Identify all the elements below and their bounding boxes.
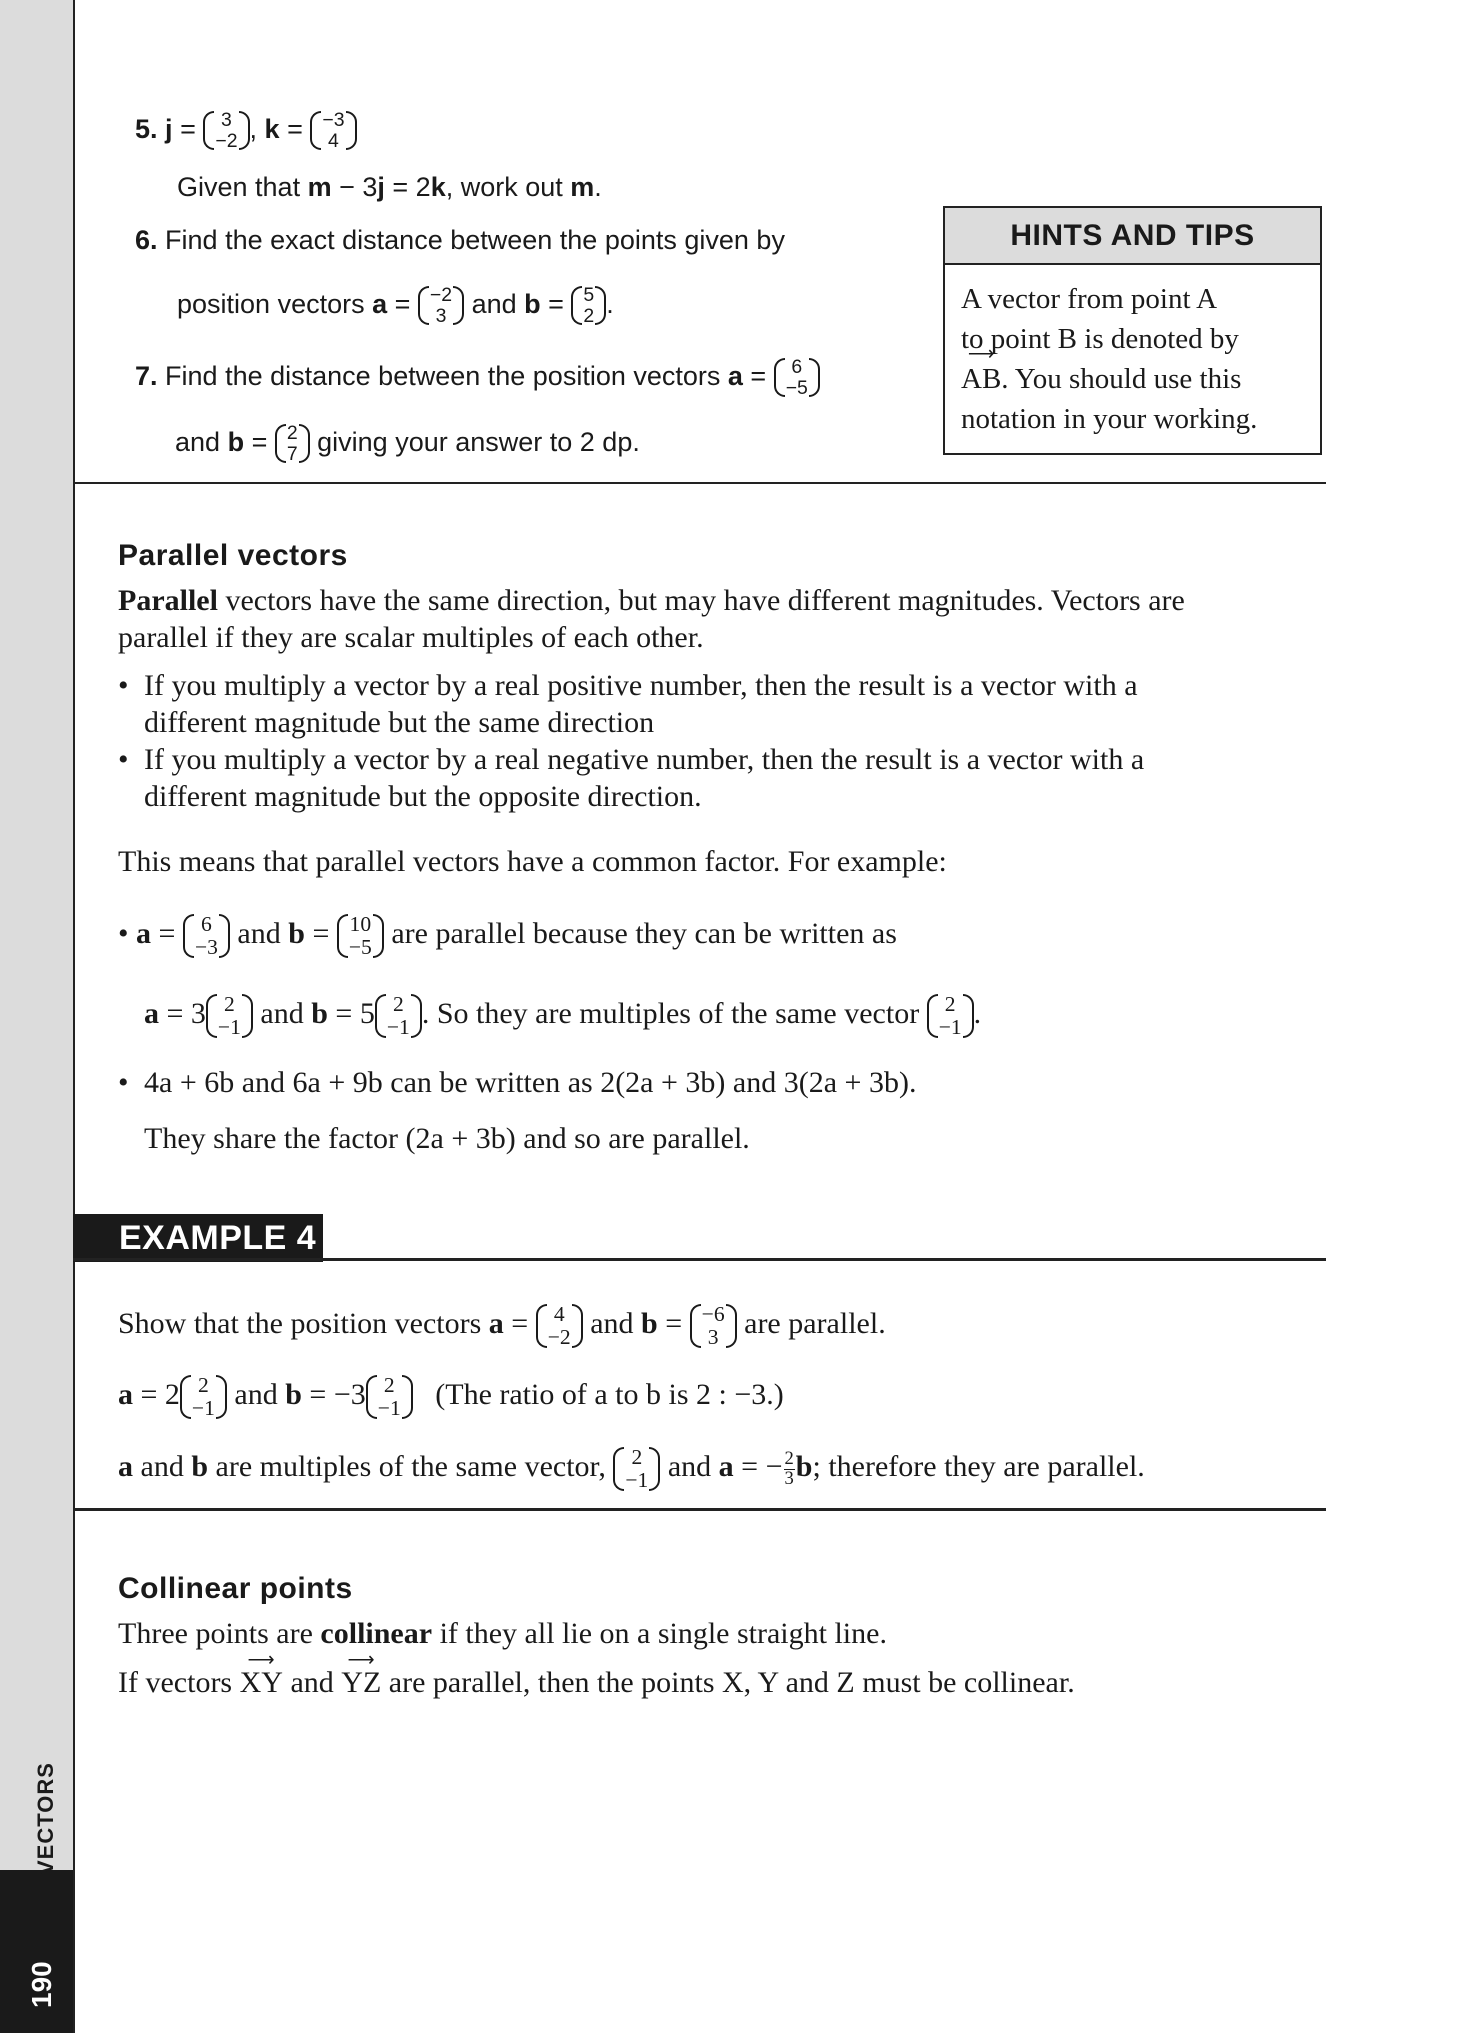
example-4-working: a = 2 2 −1 and b = −3 2 −1 (The ratio of a to b is 2 : −3.) — [118, 1373, 784, 1421]
collinear-heading: Collinear points — [118, 1572, 353, 1605]
margin-line — [73, 0, 75, 2033]
column-vector-base: 2 −1 — [927, 993, 974, 1038]
example-bullet-1-line2: a = 3 2 −1 and b = 5 2 −1 . So they are multiples of the same vector 2 −1 . — [144, 992, 982, 1040]
hints-and-tips-box — [943, 206, 1322, 455]
question-5-given: Given that m − 3j = 2k, work out m. — [177, 172, 602, 202]
hints-line: to point B is denoted by — [961, 323, 1239, 355]
question-6-vectors: position vectors a = −2 3 and b = 5 2 . — [177, 284, 614, 327]
column-vector-a: 6 −3 — [183, 913, 230, 958]
common-factor-text: This means that parallel vectors have a common factor. For example: — [118, 845, 947, 878]
vector-k-label: k — [264, 114, 280, 144]
page-number-block — [0, 1870, 73, 2033]
column-vector-base: 2 −1 — [206, 993, 253, 1038]
example-bullet-1: • a = 6 −3 and b = 10 −5 are parallel because they can be written as — [118, 912, 897, 960]
vector-ab: ⟶ AB — [961, 359, 1001, 399]
example-4-statement: Show that the position vectors a = 4 −2 and b = −6 3 are parallel. — [118, 1302, 886, 1350]
collinear-definition: Three points are collinear if they all lie on a single straight line. — [118, 1617, 887, 1650]
column-vector-b: 10 −5 — [337, 913, 384, 958]
hints-line: notation in your working. — [961, 403, 1258, 435]
vector-j-label: j — [165, 114, 173, 144]
column-vector-base: 2 −1 — [366, 1374, 413, 1419]
column-vector-base: 2 −1 — [375, 993, 422, 1038]
fraction: $\frac{2}{3}$ — [784, 1448, 794, 1489]
column-vector-b: −6 3 — [690, 1303, 737, 1348]
question-7-line2: and b = 2 7 giving your answer to 2 dp. — [175, 422, 640, 465]
example-rule-bottom — [73, 1508, 1326, 1511]
column-vector-k: −3 4 — [310, 110, 356, 151]
section-label: VECTORS — [33, 1762, 58, 1875]
column-vector-a: 6 −5 — [774, 357, 820, 398]
sidebar — [0, 0, 73, 2033]
example-rule-top — [73, 1258, 1326, 1261]
parallel-heading: Parallel vectors — [118, 539, 348, 572]
example-4-conclusion: a and b are multiples of the same vector, 2 −1 and a = − $\frac{2}{3}$ b; therefore they are parallel. — [118, 1445, 1145, 1493]
column-vector-base: 2 −1 — [613, 1446, 660, 1491]
question-6: 6. Find the exact distance between the points given by — [135, 225, 785, 255]
column-vector-base: 2 −1 — [180, 1374, 227, 1419]
page-number: 190 — [26, 1961, 57, 2008]
ratio-note: (The ratio of a to b is 2 : −3.) — [435, 1378, 784, 1411]
section-divider — [73, 482, 1326, 484]
column-vector-j: 3 −2 — [203, 110, 249, 151]
question-number: 7. — [135, 361, 158, 391]
collinear-condition: If vectors ⟶ XY and ⟶ YZ are parallel, then the points X, Y and Z must be collinear. — [118, 1664, 1075, 1701]
column-vector-b: 5 2 — [571, 285, 606, 326]
column-vector-a: −2 3 — [418, 285, 464, 326]
column-vector-a: 4 −2 — [536, 1303, 583, 1348]
hints-line: ⟶ AB. You should use this — [961, 359, 1306, 399]
hints-line: A vector from point A — [961, 283, 1218, 315]
vector-yz: ⟶ YZ — [341, 1664, 381, 1701]
question-7: 7. Find the distance between the position vectors a = 6 −5 — [135, 350, 820, 402]
question-number: 6. — [135, 225, 158, 255]
parallel-intro-line2: parallel if they are scalar multiples of each other. — [118, 621, 704, 654]
example-4-label: EXAMPLE 4 — [73, 1214, 323, 1262]
example-bullet-2-line2: They share the factor (2a + 3b) and so are parallel. — [144, 1122, 750, 1155]
hints-body — [945, 265, 1320, 439]
question-number: 5. — [135, 114, 158, 144]
vector-xy: ⟶ XY — [240, 1664, 283, 1701]
hints-title: HINTS AND TIPS — [945, 208, 1320, 265]
column-vector-b: 2 7 — [275, 423, 310, 464]
parallel-intro: Parallel vectors have the same direction, but may have different magnitudes. Vectors are — [118, 584, 1185, 617]
question-5: 5. j = 3 −2 , k = −3 4 — [135, 106, 357, 152]
